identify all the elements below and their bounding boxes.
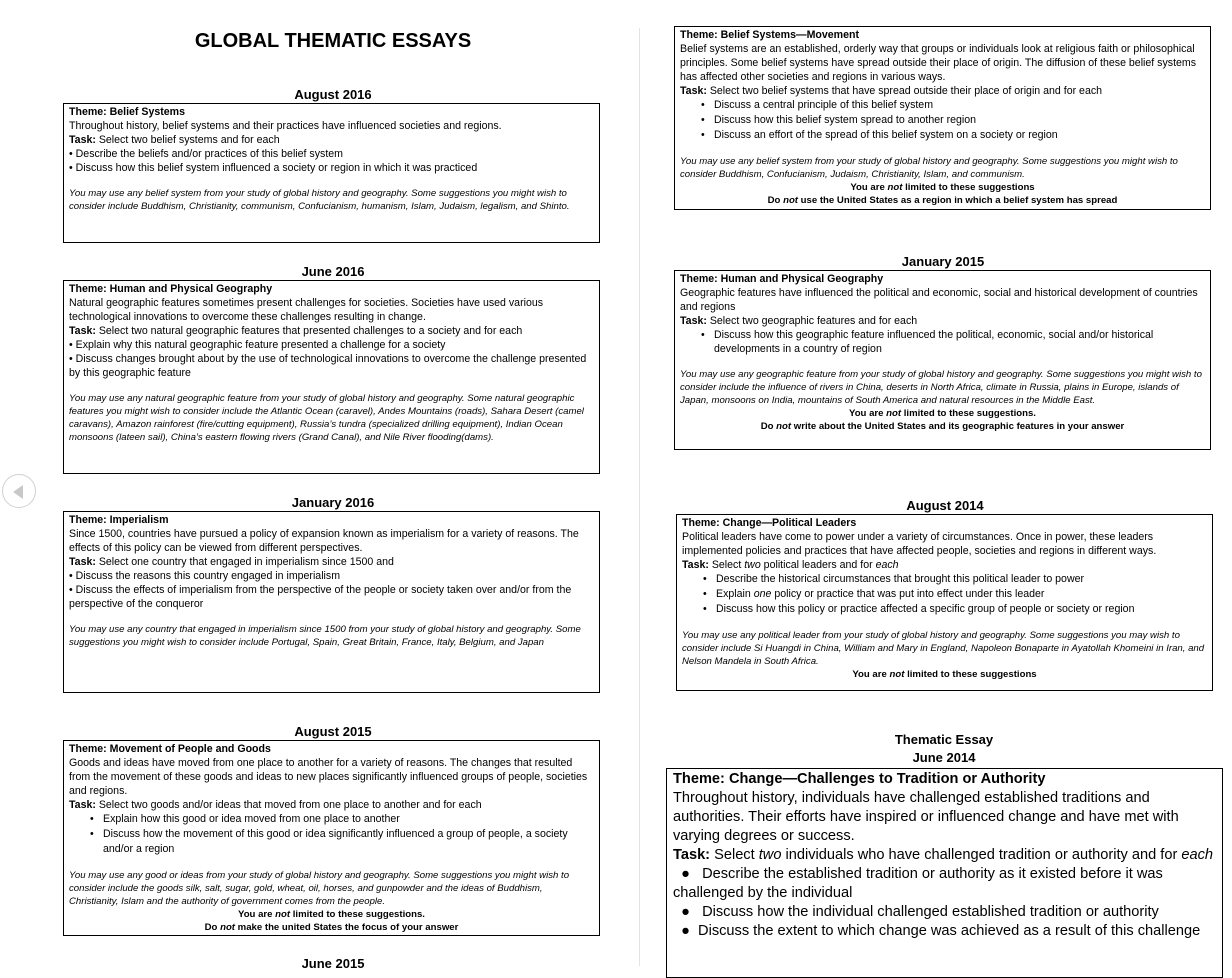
essay-box-jan-2016 [63,511,600,693]
task-bullet: • Discuss a central principle of this belief system [714,98,1205,113]
essay-intro: Since 1500, countries have pursued a policy of expansion known as imperialism for a variety of reasons. The effects of this policy can be viewed from different perspectives. [69,528,579,554]
task-bullet: • Discuss how this policy or practice affected a specific group of people or society or region [716,602,1207,617]
essay-task: Task: Select two goods and/or ideas that moved from one place to another and for each [69,799,482,811]
limit-note: You are not limited to these suggestions. [238,909,425,920]
theme-title: Theme: Change—Political Leaders [682,517,857,529]
restriction-note: Do not write about the United States and its geographic features in your answer [760,421,1125,432]
page-divider [639,28,640,966]
essay-task: Task: Select two individuals who have challenged tradition or authority and for each [673,847,1214,863]
limit-note: You are not limited to these suggestions [852,669,1037,680]
essay-task: Task: Select two belief systems and for each [69,134,280,146]
section-heading-aug-2014: August 2014 [906,498,984,513]
theme-title: Theme: Human and Physical Geography [69,283,273,295]
task-bullet: • Explain how this good or idea moved from one place to another [103,812,594,827]
essay-box-aug-2015 [63,740,600,936]
section-heading-aug-2016: August 2016 [294,87,372,102]
suggestion-text: You may use any country that engaged in imperialism since 1500 from your study of global history and geography. Some suggestions you might wish to consider include Portugal, Spain, Great Britain, France, Italy, Belgium, and Japan [69,624,581,648]
task-bullet-list [69,812,594,857]
theme-title: Theme: Movement of People and Goods [69,743,271,755]
suggestion-text: You may use any good or ideas from your study of global history and geography. Some suggestions you might wish to consider include the goods silk, salt, sugar, gold, wheat, oil, horses, and gunpowder and the ideas of Buddhism, Christianity, Islam and the authority of government comes from the people. [69,870,570,907]
essay-intro: Political leaders have come to power under a variety of circumstances. Once in power, these leaders implemented policies and practices that have affected people, societies and regions in different ways. [682,531,1157,557]
essay-task: Task: Select two natural geographic features that presented challenges to a society and for each [69,325,523,337]
suggestion-text: You may use any political leader from your study of global history and geography. Some suggestions you may wish to consider include Si Huangdi in China, William and Mary in England, Napoleon Bonaparte in Ayatollah Khomeini in Iran, and Nelson Mandela in South Africa. [682,630,1205,667]
page-title: GLOBAL THEMATIC ESSAYS [194,30,472,52]
section-heading-jun-2015: June 2015 [301,956,365,971]
essay-intro: Goods and ideas have moved from one place to another for a variety of reasons. The changes that resulted from the movement of these goods and ideas to new places significantly influenced groups of people, societies and regions. [69,757,588,797]
previous-page-arrow-icon[interactable] [2,474,36,508]
task-bullet: • Describe the beliefs and/or practices of this belief system [69,148,343,160]
essay-intro: Natural geographic features sometimes present challenges for societies. Societies have used various technological innovations to overcome these challenges resulting in change. [69,297,544,323]
essay-intro: Throughout history, belief systems and their practices have influenced societies and regions. [69,120,502,132]
task-bullet: • Discuss the effects of imperialism from the perspective of the people or society taken over and/or from the perspective of the conqueror [69,584,572,610]
suggestion-text: You may use any geographic feature from your study of global history and geography. Some suggestions you might wish to consider include the influence of rivers in China, deserts in North Africa, climate in Russia, plains in Europe, islands of Japan, monsoons on India, mountains of South America and natural resources in the Middle East. [680,369,1202,406]
section-heading-aug-2015: August 2015 [294,724,372,739]
essay-task: Task: Select two political leaders and for each [682,559,899,571]
essay-box-aug-2014 [676,514,1213,691]
task-bullet: • Discuss how this geographic feature influenced the political, economic, social and/or historical developments in a country of region [714,328,1205,356]
section-heading-jun-2014: June 2014 [912,750,976,765]
task-bullet-list [680,328,1205,356]
restriction-note: Do not make the united States the focus of your answer [204,922,459,933]
task-bullet: ● Describe the established tradition or authority as it existed before it was challenged by the individual [673,866,1163,901]
task-bullet: • Discuss how this belief system spread to another region [714,113,1205,128]
task-bullet: • Describe the historical circumstances that brought this political leader to power [716,572,1207,587]
essay-box-belief-movement [674,26,1211,210]
essay-box-jan-2015 [674,270,1211,450]
essay-box-aug-2016 [63,103,600,243]
section-heading-jan-2016: January 2016 [291,495,375,510]
essay-intro: Belief systems are an established, orderly way that groups or individuals look at religious faith or philosophical principles. Some belief systems have spread outside their place of origin. The diffusion of these belief systems has affected other societies and regions in various ways. [680,43,1197,83]
essay-box-jun-2014 [666,768,1223,978]
task-bullet: • Discuss how the movement of this good or idea significantly influenced a group of people, a society and/or a region [103,827,594,857]
section-heading-thematic-essay: Thematic Essay [894,732,994,747]
task-bullet: • Discuss how this belief system influenced a society or region in which it was practiced [69,162,478,174]
task-bullet: • Discuss an effort of the spread of this belief system on a society or region [714,128,1205,143]
limit-note: You are not limited to these suggestions [850,182,1035,193]
essay-task: Task: Select two belief systems that have spread outside their place of origin and for each [680,85,1103,97]
task-bullet: ● Discuss how the individual challenged established tradition or authority [673,904,1159,920]
theme-title: Theme: Belief Systems—Movement [680,29,859,41]
suggestion-text: You may use any belief system from your study of global history and geography. Some suggestions you might wish to consider Buddhism, Confucianism, Judaism, Christianity, Islam, and communism. [680,156,1178,180]
suggestion-text: You may use any natural geographic feature from your study of global history and geography. Some natural geographic features you might wish to consider include the Atlantic Ocean (caravel), Andes Mountains (roads), Sahara Desert (camel caravans), Amazon rainforest (fire/cutting equipment), Russia’s tundra (specialized drilling equipment), Indian Ocean monsoons (lateen sail), China’s eastern flowing rivers (Grand Canal), and Nile River flooding(dams). [69,393,584,443]
task-bullet-list [680,98,1205,143]
essay-intro: Geographic features have influenced the political and economic, social and historical development of countries and regions [680,287,1198,313]
task-bullet: • Explain one policy or practice that was put into effect under this leader [716,587,1207,602]
essay-box-jun-2016 [63,280,600,474]
limit-note: You are not limited to these suggestions. [849,408,1036,419]
task-bullet: • Explain why this natural geographic feature presented a challenge for a society [69,339,446,351]
task-bullet-list [682,572,1207,617]
theme-title: Theme: Human and Physical Geography [680,273,884,285]
suggestion-text: You may use any belief system from your study of global history and geography. Some suggestions you might wish to consider include Buddhism, Christianity, communism, Confucianism, humanism, Islam, Judaism, legalism, and Shinto. [69,188,570,212]
theme-title: Theme: Change—Challenges to Tradition or Authority [673,771,1046,787]
theme-title: Theme: Imperialism [69,514,169,526]
essay-task: Task: Select one country that engaged in imperialism since 1500 and [69,556,394,568]
task-bullet: ● Discuss the extent to which change was achieved as a result of this challenge [673,923,1201,939]
theme-title: Theme: Belief Systems [69,106,185,118]
task-bullet: • Discuss changes brought about by the use of technological innovations to overcome the challenge presented by this geographic feature [69,353,587,379]
task-bullet: • Discuss the reasons this country engaged in imperialism [69,570,341,582]
section-heading-jun-2016: June 2016 [301,264,365,279]
restriction-note: Do not use the United States as a region in which a belief system has spread [767,195,1118,206]
essay-task: Task: Select two geographic features and for each [680,315,918,327]
section-heading-jan-2015: January 2015 [901,254,985,269]
essay-intro: Throughout history, individuals have challenged established traditions and authorities. Their efforts have inspired or influenced change and have met with varying degrees or success. [673,790,1179,844]
